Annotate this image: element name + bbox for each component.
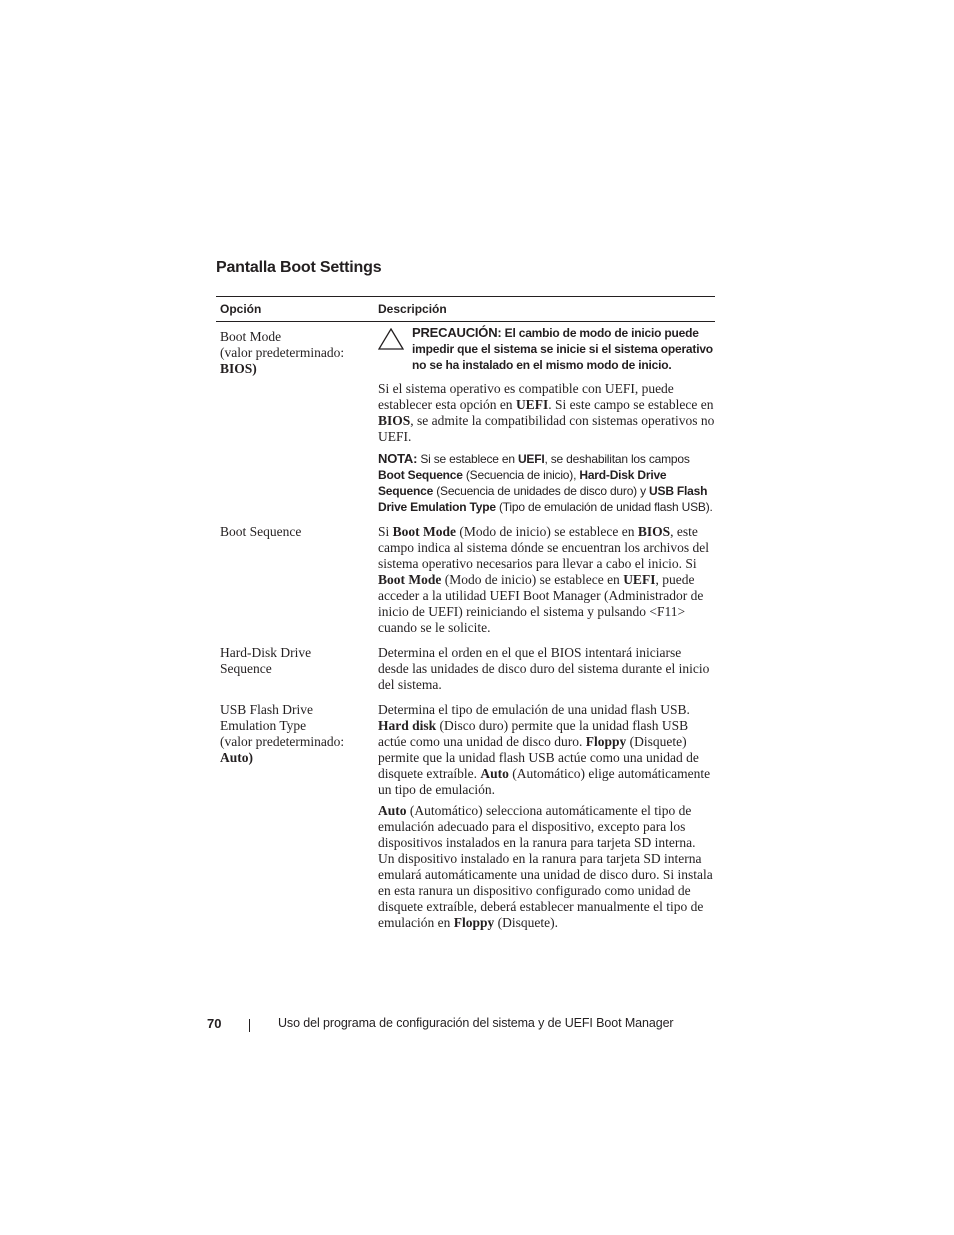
option-cell: Hard-Disk Drive Sequence xyxy=(220,645,312,676)
option-cell: Boot Sequence xyxy=(220,524,302,539)
table-row xyxy=(216,645,715,693)
table-row xyxy=(216,325,715,515)
table-header xyxy=(216,296,715,322)
description-cell xyxy=(378,325,715,515)
note-block: NOTA: Si se establece en UEFI, se deshabilitan los campos Boot Sequence (Secuencia de inicio), Hard-Disk Drive Sequence (Secuencia de unidades de disco duro) y USB Flash Drive Emulation Type (Tipo de emulación de unidad flash USB). xyxy=(378,451,713,514)
paragraph: Si el sistema operativo es compatible con UEFI, puede establecer esta opción en UEFI. Si este campo se establece en BIOS, se admite la compatibilidad con sistemas operativos no UEFI. xyxy=(378,381,715,444)
description-cell xyxy=(378,702,715,931)
page-title: Pantalla Boot Settings xyxy=(216,259,382,276)
option-cell: Boot Mode (valor predeterminado: BIOS) xyxy=(220,329,345,376)
paragraph: Auto (Automático) selecciona automáticamente el tipo de emulación adecuado para el dispositivo, excepto para los dispositivos instalados en la ranura para tarjeta SD interna. Un dispositivo instalado en la ranura para tarjeta SD interna emulará automáticamente una unidad de disco duro. Si instala en esta ranura un dispositivo configurado como unidad de disquete extraíble, deberá establecer manualmente el tipo de emulación en Floppy (Disquete). xyxy=(378,803,713,930)
table-row xyxy=(216,702,715,931)
header-description: Descripción xyxy=(378,302,447,316)
paragraph: Si Boot Mode (Modo de inicio) se establece en BIOS, este campo indica al sistema dónde se encuentran los archivos del sistema operativo necesarios para llevar a cabo el inicio. Si Boot Mode (Modo de inicio) se establece en UEFI, puede acceder a la utilidad UEFI Boot Manager (Administrador de inicio de UEFI) reiniciando el sistema y pulsando <F11> cuando se le solicite. xyxy=(378,524,710,635)
paragraph: Determina el orden en el que el BIOS intentará iniciarse desde las unidades de disco duro del sistema durante el inicio del sistema. xyxy=(378,645,710,692)
boot-settings-table xyxy=(216,296,715,931)
caution-icon xyxy=(378,328,404,350)
footer-separator xyxy=(249,1019,250,1032)
page-number: 70 xyxy=(207,1016,222,1031)
table-row xyxy=(216,524,715,636)
default-value: Auto) xyxy=(220,750,253,765)
caution-block: PRECAUCIÓN: El cambio de modo de inicio puede impedir que el sistema se inicie si el sistema operativo no se ha instalado en el mismo modo de inicio. xyxy=(378,325,715,373)
description-cell xyxy=(378,524,715,636)
description-cell xyxy=(378,645,715,693)
header-option: Opción xyxy=(220,302,262,316)
default-value: BIOS) xyxy=(220,361,257,376)
paragraph: Determina el tipo de emulación de una unidad flash USB. Hard disk (Disco duro) permite que la unidad flash USB actúe como una unidad de disco duro. Floppy (Disquete) permite que la unidad flash USB actúe como una unidad de disquete extraíble. Auto (Automático) elige automáticamente un tipo de emulación. xyxy=(378,702,711,797)
option-cell: USB Flash Drive Emulation Type (valor predeterminado: Auto) xyxy=(220,702,345,765)
footer-text: Uso del programa de configuración del sistema y de UEFI Boot Manager xyxy=(278,1016,674,1030)
